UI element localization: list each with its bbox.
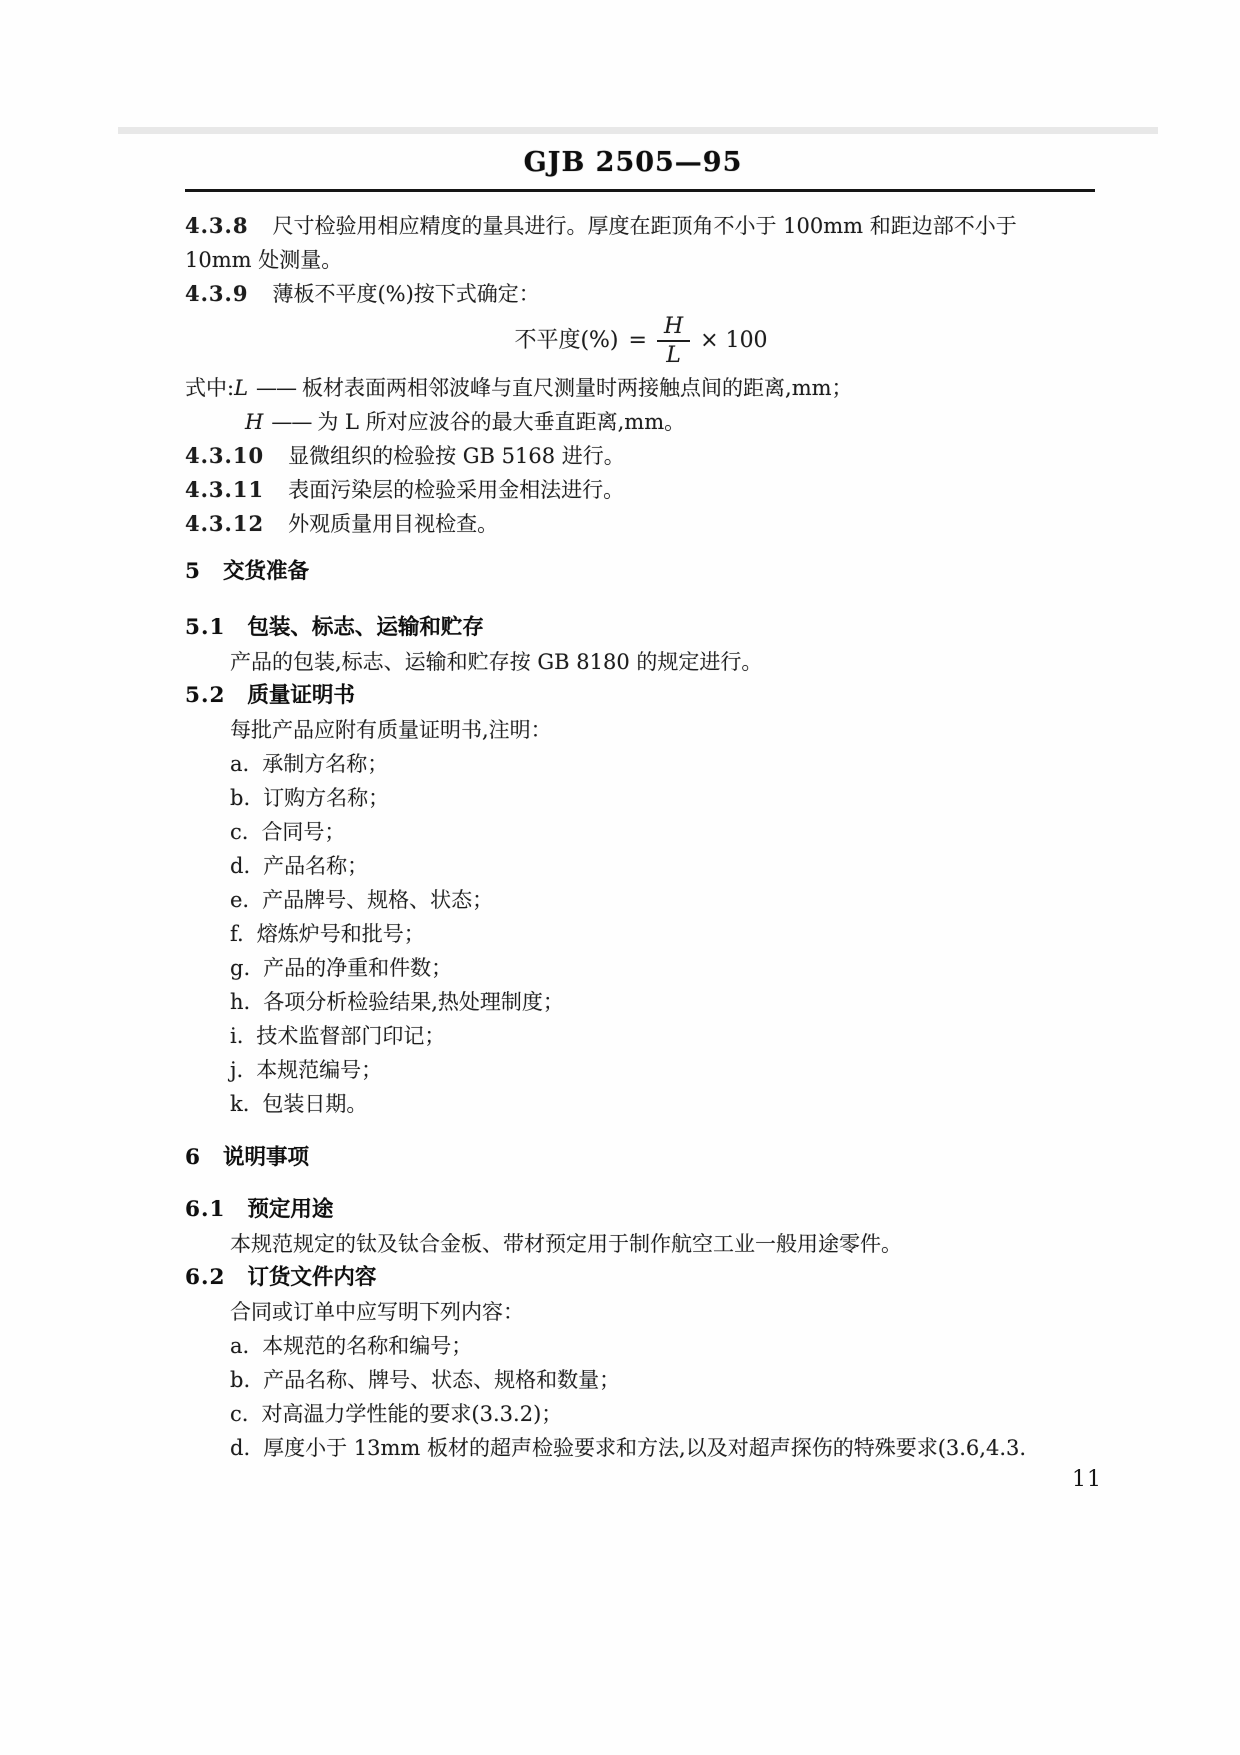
- clause-number: 4.3.11: [185, 477, 265, 502]
- list-text: 产品名称；: [263, 854, 369, 878]
- section-5-heading: [185, 555, 1097, 589]
- list-label: f.: [230, 922, 244, 946]
- list-text: 厚度小于 13mm 板材的超声检验要求和方法,以及对超声探伤的特殊要求(3.6,4.3.: [263, 1436, 1027, 1460]
- fraction-numerator: H: [657, 314, 690, 342]
- symbol-l: L: [234, 376, 249, 400]
- standard-number-header: GJB 2505—95: [523, 147, 743, 178]
- list-text: 承制方名称；: [262, 752, 389, 776]
- clause-text: 薄板不平度(%)按下式确定：: [272, 282, 540, 306]
- list-text: 产品的净重和件数；: [263, 956, 453, 980]
- section-title: 交货准备: [222, 559, 309, 584]
- list-item-g: [230, 951, 1097, 985]
- section-number: 6: [185, 1145, 201, 1170]
- list-label: j.: [230, 1058, 244, 1082]
- clause-4-3-8: [185, 209, 1097, 243]
- formula-lhs: 不平度(%): [514, 328, 619, 353]
- paragraph-text: 产品的包装,标志、运输和贮存按 GB 8180 的规定进行。: [230, 650, 763, 674]
- section-number: 6.1: [185, 1197, 226, 1222]
- order-item-b: [230, 1363, 1097, 1397]
- paragraph-text: 每批产品应附有质量证明书,注明：: [230, 718, 552, 742]
- where-clause-l: [185, 371, 1097, 405]
- section-number: 5.2: [185, 683, 226, 708]
- list-text: 对高温力学性能的要求(3.3.2)；: [261, 1402, 563, 1426]
- list-text: 产品名称、牌号、状态、规格和数量；: [263, 1368, 621, 1392]
- flatness-formula: [185, 311, 1097, 371]
- list-label: c.: [230, 820, 249, 844]
- section-5-1-heading: [185, 611, 1097, 645]
- section-6-heading: [185, 1141, 1097, 1175]
- list-item-e: [230, 883, 1097, 917]
- list-label: h.: [230, 990, 251, 1014]
- section-6-2-paragraph: [230, 1295, 1097, 1329]
- section-5-2-heading: [185, 679, 1097, 713]
- clause-number: 4.3.8: [185, 213, 249, 238]
- section-5-2-paragraph: [230, 713, 1097, 747]
- clause-text: 显微组织的检验按 GB 5168 进行。: [288, 444, 625, 468]
- list-label: i.: [230, 1024, 244, 1048]
- list-label: g.: [230, 956, 251, 980]
- list-item-j: [230, 1053, 1097, 1087]
- list-label: c.: [230, 1402, 249, 1426]
- order-item-a: [230, 1329, 1097, 1363]
- clause-4-3-11: [185, 473, 1097, 507]
- list-text: 产品牌号、规格、状态；: [262, 888, 494, 912]
- list-label: b.: [230, 1368, 251, 1392]
- order-item-d: [230, 1431, 1097, 1465]
- clause-text: 10mm 处测量。: [185, 248, 343, 272]
- section-6-1-paragraph: [230, 1227, 1097, 1261]
- list-item-b: [230, 781, 1097, 815]
- list-label: a.: [230, 1334, 250, 1358]
- list-label: a.: [230, 752, 250, 776]
- section-number: 5: [185, 559, 201, 584]
- list-item-a: [230, 747, 1097, 781]
- paragraph-text: 合同或订单中应写明下列内容：: [230, 1300, 524, 1324]
- fraction-denominator: L: [666, 343, 681, 368]
- list-label: e.: [230, 888, 250, 912]
- list-text: 熔炼炉号和批号；: [256, 922, 425, 946]
- list-item-k: [230, 1087, 1097, 1121]
- list-text: 包装日期。: [262, 1092, 368, 1116]
- where-text: 板材表面两相邻波峰与直尺测量时两接触点间的距离,mm；: [302, 376, 853, 400]
- clause-4-3-8-continuation: [185, 243, 1097, 277]
- header-divider-rule: [185, 189, 1095, 192]
- section-title: 质量证明书: [247, 683, 355, 708]
- list-label: d.: [230, 1436, 251, 1460]
- section-number: 6.2: [185, 1265, 226, 1290]
- clause-text: 尺寸检验用相应精度的量具进行。厚度在距顶角不小于 100mm 和距边部不小于: [272, 214, 1017, 238]
- clause-text: 表面污染层的检验采用金相法进行。: [288, 478, 625, 502]
- clause-4-3-12: [185, 507, 1097, 541]
- list-item-h: [230, 985, 1097, 1019]
- where-prefix: 式中:: [185, 376, 235, 400]
- where-clause-h: [245, 405, 1097, 439]
- section-number: 5.1: [185, 615, 226, 640]
- list-text: 技术监督部门印记；: [256, 1024, 446, 1048]
- section-6-2-heading: [185, 1261, 1097, 1295]
- section-title: 预定用途: [247, 1197, 334, 1222]
- formula-rhs: × 100: [700, 328, 768, 353]
- list-text: 订购方名称；: [263, 786, 390, 810]
- clause-4-3-9: [185, 277, 1097, 311]
- section-title: 包装、标志、运输和贮存: [247, 615, 484, 640]
- order-item-c: [230, 1397, 1097, 1431]
- symbol-h: H: [245, 410, 264, 434]
- list-item-c: [230, 815, 1097, 849]
- section-title: 说明事项: [222, 1145, 309, 1170]
- list-text: 各项分析检验结果,热处理制度；: [263, 990, 564, 1014]
- list-label: d.: [230, 854, 251, 878]
- fraction: [657, 314, 690, 369]
- scan-artifact-band: [118, 127, 1158, 134]
- where-text: 为 L 所对应波谷的最大垂直距离,mm。: [317, 410, 686, 434]
- definition-dash: ——: [256, 376, 297, 400]
- section-title: 订货文件内容: [247, 1265, 377, 1290]
- list-item-d: [230, 849, 1097, 883]
- list-label: k.: [230, 1092, 250, 1116]
- clause-number: 4.3.12: [185, 511, 265, 536]
- list-label: b.: [230, 786, 251, 810]
- section-5-1-paragraph: [230, 645, 1097, 679]
- document-body: [185, 209, 1097, 1465]
- page-number: 11: [1072, 1467, 1102, 1492]
- list-item-f: [230, 917, 1097, 951]
- clause-text: 外观质量用目视检查。: [288, 512, 499, 536]
- clause-4-3-10: [185, 439, 1097, 473]
- list-text: 本规范编号；: [256, 1058, 383, 1082]
- definition-dash: ——: [271, 410, 312, 434]
- clause-number: 4.3.10: [185, 443, 265, 468]
- paragraph-text: 本规范规定的钛及钛合金板、带材预定用于制作航空工业一般用途零件。: [230, 1232, 902, 1256]
- list-text: 合同号；: [261, 820, 346, 844]
- clause-number: 4.3.9: [185, 281, 249, 306]
- equals-sign: =: [628, 328, 647, 353]
- list-text: 本规范的名称和编号；: [262, 1334, 473, 1358]
- list-item-i: [230, 1019, 1097, 1053]
- section-6-1-heading: [185, 1193, 1097, 1227]
